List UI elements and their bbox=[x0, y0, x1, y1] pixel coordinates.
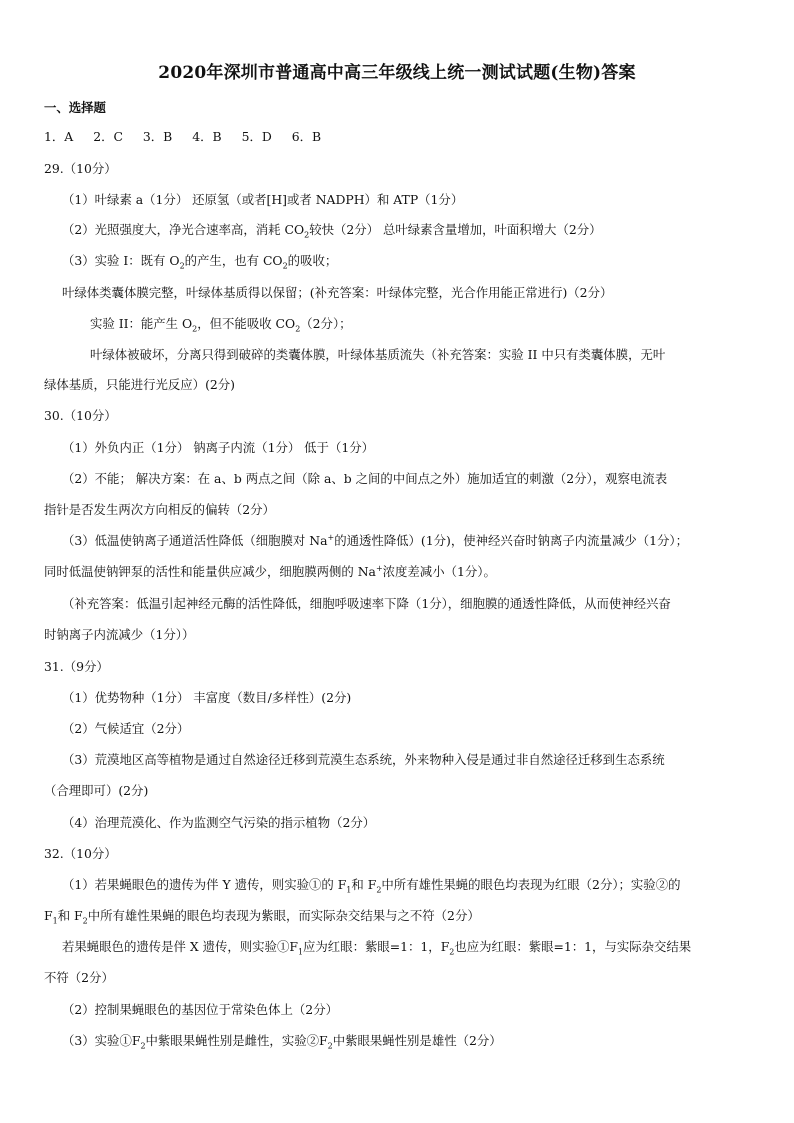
q31-part2: （2）气候适宜（2分） bbox=[62, 721, 190, 736]
q31-part1: （1）优势物种（1分） 丰富度（数目/多样性）(2分) bbox=[62, 690, 352, 705]
q29-part3-explain: 叶绿体类囊体膜完整，叶绿体基质得以保留；(补充答案：叶绿体完整，光合作用能正常进行)（2分） bbox=[62, 285, 613, 300]
q32-part2: （2）控制果蝇眼色的基因位于常染色体上（2分） bbox=[62, 1002, 338, 1017]
choice-answer-3: 3．B bbox=[142, 129, 173, 144]
choice-answer-1: 1．A bbox=[44, 129, 74, 144]
q31-heading: 31.（9分） bbox=[44, 659, 109, 674]
q30-part3: （3）低温使钠离子通道活性降低（细胞膜对 Na+的通透性降低）(1分)，使神经兴奋时钠离子内流量减少（1分）； bbox=[62, 532, 688, 548]
page-title: 2020年深圳市普通高中高三年级线上统一测试试题(生物)答案 bbox=[158, 63, 636, 83]
q29-heading: 29.（10分） bbox=[44, 161, 117, 176]
q30-supplement-cont: 时钠离子内流减少（1分）） bbox=[44, 627, 195, 642]
q32-heading: 32.（10分） bbox=[44, 846, 117, 861]
choice-answer-4: 4．B bbox=[192, 129, 222, 144]
q30-part2-cont: 指针是否发生两次方向相反的偏转（2分） bbox=[44, 502, 275, 517]
q32-part1: （1）若果蝇眼色的遗传为伴 Y 遗传，则实验①的 $F_1$和 $F_2$中所有雄性果蝇的眼色均表现为红眼（2分）；实验②的 bbox=[62, 877, 681, 895]
q31-part3-cont: （合理即可）(2分) bbox=[44, 783, 149, 798]
q30-supplement: （补充答案：低温引起神经元酶的活性降低，细胞呼吸速率下降（1分），细胞膜的通透性降低，从而使神经兴奋 bbox=[62, 596, 671, 611]
q31-part4: （4）治理荒漠化、作为监测空气污染的指示植物（2分） bbox=[62, 815, 376, 830]
q32-part3: （3）实验$①F_2$中紫眼果蝇性别是雌性，实验$②F_2$中紫眼果蝇性别是雄性（2分） bbox=[62, 1033, 502, 1051]
q32-part1-cont: $F_1$和 $F_2$中所有雄性果蝇的眼色均表现为紫眼，而实际杂交结果与之不符（2分） bbox=[44, 908, 480, 926]
q32-part1-xlinked: 若果蝇眼色的遗传是伴 X 遗传，则实验$①F_1$应为红眼：紫眼=1：1，$F_2$也应为红眼：紫眼=1：1，与实际杂交结果 bbox=[62, 939, 692, 957]
q29-exp2-explain: 叶绿体被破坏，分离只得到破碎的类囊体膜，叶绿体基质流失（补充答案：实验 II 中只有类囊体膜，无叶 bbox=[90, 347, 666, 362]
q32-part1-xlinked-cont: 不符（2分） bbox=[44, 970, 114, 985]
q29-part1: （1）叶绿素 a（1分） 还原氢（或者[H]或者 NADPH）和 ATP（1分） bbox=[62, 192, 464, 207]
section-heading-choice: 一、选择题 bbox=[44, 100, 106, 115]
q30-part3-cont: 同时低温使钠钾泵的活性和能量供应减少，细胞膜两侧的 Na+浓度差减小（1分）。 bbox=[44, 563, 496, 579]
q31-part3: （3）荒漠地区高等植物是通过自然途径迁移到荒漠生态系统，外来物种入侵是通过非自然途径迁移到生态系统 bbox=[62, 752, 665, 767]
q30-part1: （1）外负内正（1分） 钠离子内流（1分） 低于（1分） bbox=[62, 440, 375, 455]
choice-answer-6: 6．B bbox=[291, 129, 322, 144]
choice-answers bbox=[44, 129, 337, 145]
q30-part2: （2）不能； 解决方案：在 a、b 两点之间（除 a、b 之间的中间点之外）施加适宜的刺激（2分），观察电流表 bbox=[62, 471, 668, 486]
q29-part3: （3）实验 I：既有 $O_2$的产生，也有 $CO_2$的吸收； bbox=[62, 253, 338, 271]
q29-part2: （2）光照强度大，净光合速率高，消耗 $CO_2$较快（2分） 总叶绿素含量增加，叶面积增大（2分） bbox=[62, 222, 602, 240]
choice-answer-5: 5．D bbox=[241, 129, 272, 144]
q29-exp2: 实验 II：能产生 $O_2$，但不能吸收 $CO_2(2$分）； bbox=[90, 316, 352, 334]
choice-answer-2: 2．C bbox=[93, 129, 123, 144]
q29-exp2-explain-cont: 绿体基质，只能进行光反应）(2分) bbox=[44, 377, 236, 392]
q30-heading: 30.（10分） bbox=[44, 408, 117, 423]
